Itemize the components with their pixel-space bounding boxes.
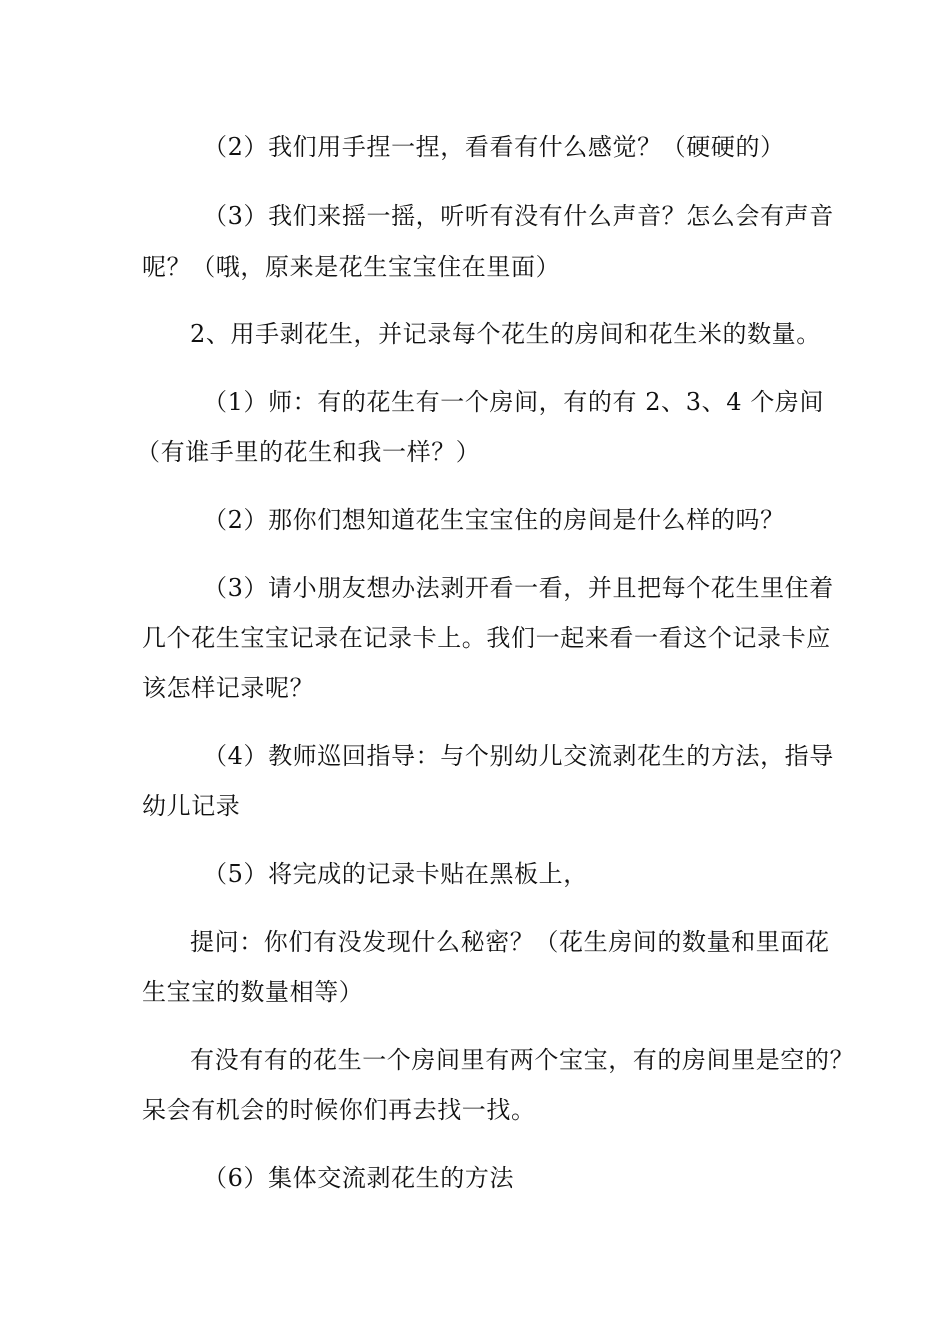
text-line: （5）将完成的记录卡贴在黑板上，	[203, 860, 588, 888]
text-line: 2、用手剥花生，并记录每个花生的房间和花生米的数量。	[190, 320, 821, 348]
text-line: 生宝宝的数量相等）	[142, 978, 364, 1006]
text-line: （2）我们用手捏一捏，看看有什么感觉？（硬硬的）	[203, 133, 785, 161]
text-line: 有没有有的花生一个房间里有两个宝宝，有的房间里是空的？	[190, 1046, 855, 1074]
text-line: （2）那你们想知道花生宝宝住的房间是什么样的吗？	[203, 506, 785, 534]
text-line: 呆会有机会的时候你们再去找一找。	[142, 1096, 536, 1124]
text-line: （3）我们来摇一摇，听听有没有什么声音？怎么会有声音	[203, 202, 834, 230]
text-line: 幼儿记录	[142, 792, 241, 820]
text-line: 呢？（哦，原来是花生宝宝住在里面）	[142, 253, 561, 281]
text-line: 提问：你们有没发现什么秘密？（花生房间的数量和里面花	[190, 928, 830, 956]
text-line: （1）师：有的花生有一个房间，有的有 2、3、4 个房间	[203, 388, 825, 416]
text-line: （3）请小朋友想办法剥开看一看，并且把每个花生里住着	[203, 574, 834, 602]
text-line: 该怎样记录呢？	[142, 674, 315, 702]
text-line: （6）集体交流剥花生的方法	[203, 1164, 515, 1192]
text-line: （4）教师巡回指导：与个别幼儿交流剥花生的方法，指导	[203, 742, 834, 770]
text-line: （有谁手里的花生和我一样？）	[136, 438, 481, 466]
text-line: 几个花生宝宝记录在记录卡上。我们一起来看一看这个记录卡应	[142, 624, 831, 652]
